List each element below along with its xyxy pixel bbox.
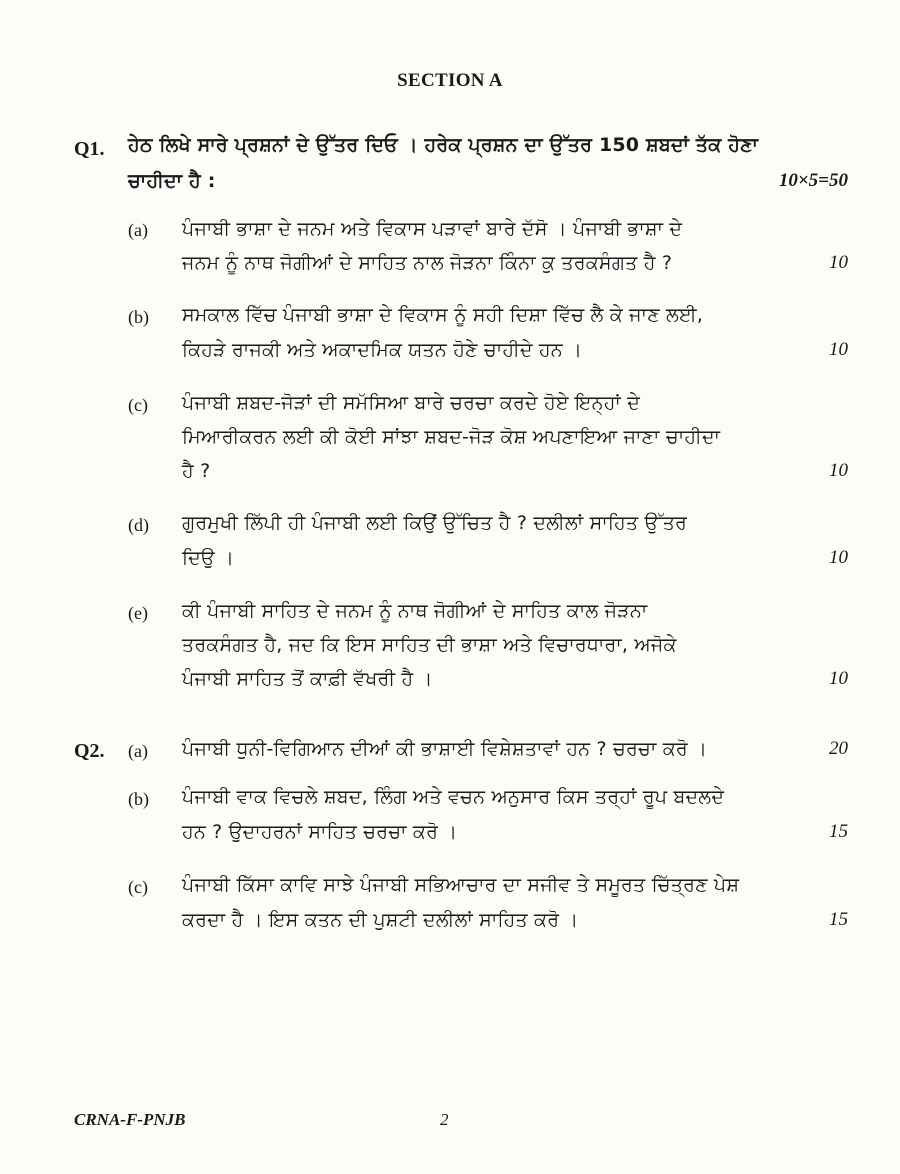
q1-d-marks: 10 — [829, 547, 848, 568]
q1-a-line-1: ਪੰਜਾਬੀ ਭਾਸ਼ਾ ਦੇ ਜਨਮ ਅਤੇ ਵਿਕਾਸ ਪੜਾਵਾਂ ਬਾਰੇ ਦੱਸੋ । ਪੰਜਾਬੀ ਭਾਸ਼ਾ ਦੇ — [182, 218, 683, 240]
q1-c-line-2: ਮਿਆਰੀਕਰਨ ਲਈ ਕੀ ਕੋਈ ਸਾਂਝਾ ਸ਼ਬਦ-ਜੋੜ ਕੋਸ਼ ਅਪਣਾਇਆ ਜਾਣਾ ਚਾਹੀਦਾ — [182, 426, 721, 448]
q1-c-line-3: ਹੈ ? — [182, 460, 211, 482]
q2-a-marks: 20 — [829, 738, 848, 759]
q1-d-line-2: ਦਿਉ । — [182, 547, 235, 569]
q2-c-label: (c) — [128, 877, 148, 897]
q2-b-marks: 15 — [829, 821, 848, 842]
q1-a-label: (a) — [128, 220, 148, 240]
section-title: SECTION A — [397, 70, 503, 91]
q1-a-line-2: ਜਨਮ ਨੂੰ ਨਾਥ ਜੋਗੀਆਂ ਦੇ ਸਾਹਿਤ ਨਾਲ ਜੋੜਨਾ ਕਿੰਨਾ ਕੁ ਤਰਕਸੰਗਤ ਹੈ ? — [182, 252, 673, 274]
q1-b-label: (b) — [128, 307, 149, 327]
q2-a-line-1: ਪੰਜਾਬੀ ਧੁਨੀ-ਵਿਗਿਆਨ ਦੀਆਂ ਕੀ ਭਾਸ਼ਾਈ ਵਿਸ਼ੇਸ਼ਤਾਵਾਂ ਹਨ ? ਚਰਚਾ ਕਰੋ । — [182, 738, 708, 760]
q1-c-label: (c) — [128, 395, 148, 415]
q2-c-line-2: ਕਰਦਾ ਹੈ । ਇਸ ਕਤਨ ਦੀ ਪੁਸ਼ਟੀ ਦਲੀਲਾਂ ਸਾਹਿਤ ਕਰੋ । — [182, 909, 579, 931]
q2-number: Q2. — [74, 740, 105, 762]
q2-c-marks: 15 — [829, 909, 848, 930]
q2-b-line-2: ਹਨ ? ਉਦਾਹਰਨਾਂ ਸਾਹਿਤ ਚਰਚਾ ਕਰੋ । — [182, 821, 458, 843]
q1-c-line-1: ਪੰਜਾਬੀ ਸ਼ਬਦ-ਜੋੜਾਂ ਦੀ ਸਮੱਸਿਆ ਬਾਰੇ ਚਰਚਾ ਕਰਦੇ ਹੋਏ ਇਨ੍ਹਾਂ ਦੇ — [182, 392, 640, 414]
q1-e-line-1: ਕੀ ਪੰਜਾਬੀ ਸਾਹਿਤ ਦੇ ਜਨਮ ਨੂੰ ਨਾਥ ਜੋਗੀਆਂ ਦੇ ਸਾਹਿਤ ਕਾਲ ਜੋੜਨਾ — [182, 600, 648, 622]
q1-e-line-2: ਤਰਕਸੰਗਤ ਹੈ, ਜਦ ਕਿ ਇਸ ਸਾਹਿਤ ਦੀ ਭਾਸ਼ਾ ਅਤੇ ਵਿਚਾਰਧਾਰਾ, ਅਜੋਕੇ — [182, 634, 677, 656]
q2-c-line-1: ਪੰਜਾਬੀ ਕਿੱਸਾ ਕਾਵਿ ਸਾਝੇ ਪੰਜਾਬੀ ਸਭਿਆਚਾਰ ਦਾ ਸਜੀਵ ਤੇ ਸਮੂਰਤ ਚਿੱਤ੍ਰਣ ਪੇਸ਼ — [182, 874, 740, 896]
q2-a-label: (a) — [128, 741, 148, 761]
q1-d-line-1: ਗੁਰਮੁਖੀ ਲਿੱਪੀ ਹੀ ਪੰਜਾਬੀ ਲਈ ਕਿਉਂ ਉੱਚਿਤ ਹੈ ? ਦਲੀਲਾਂ ਸਾਹਿਤ ਉੱਤਰ — [182, 512, 688, 534]
footer-page-number: 2 — [440, 1110, 449, 1129]
q1-number: Q1. — [74, 138, 105, 160]
q1-total-marks: 10×5=50 — [778, 170, 848, 191]
q1-e-label: (e) — [128, 603, 148, 623]
q1-c-marks: 10 — [829, 460, 848, 481]
footer-paper-code: CRNA-F-PNJB — [74, 1110, 186, 1129]
q1-e-marks: 10 — [829, 668, 848, 689]
q1-b-marks: 10 — [829, 339, 848, 360]
q2-b-label: (b) — [128, 789, 149, 809]
q1-d-label: (d) — [128, 515, 149, 535]
q1-b-line-2: ਕਿਹੜੇ ਰਾਜਕੀ ਅਤੇ ਅਕਾਦਮਿਕ ਯਤਨ ਹੋਣੇ ਚਾਹੀਦੇ ਹਨ । — [182, 339, 583, 361]
q1-a-marks: 10 — [829, 252, 848, 273]
q1-b-line-1: ਸਮਕਾਲ ਵਿੱਚ ਪੰਜਾਬੀ ਭਾਸ਼ਾ ਦੇ ਵਿਕਾਸ ਨੂੰ ਸਹੀ ਦਿਸ਼ਾ ਵਿੱਚ ਲੈ ਕੇ ਜਾਣ ਲਈ, — [182, 304, 704, 326]
q1-e-line-3: ਪੰਜਾਬੀ ਸਾਹਿਤ ਤੋਂ ਕਾਫ਼ੀ ਵੱਖਰੀ ਹੈ । — [182, 668, 433, 690]
q2-b-line-1: ਪੰਜਾਬੀ ਵਾਕ ਵਿਚਲੇ ਸ਼ਬਦ, ਲਿੰਗ ਅਤੇ ਵਚਨ ਅਨੁਸਾਰ ਕਿਸ ਤਰ੍ਹਾਂ ਰੂਪ ਬਦਲਦੇ — [182, 786, 725, 808]
q1-instruction-line-1: ਹੇਠ ਲਿਖੇ ਸਾਰੇ ਪ੍ਰਸ਼ਨਾਂ ਦੇ ਉੱਤਰ ਦਿਓ । ਹਰੇਕ ਪ੍ਰਸ਼ਨ ਦਾ ਉੱਤਰ 150 ਸ਼ਬਦਾਂ ਤੱਕ ਹੋਣਾ — [128, 134, 759, 156]
q1-instruction-line-2: ਚਾਹੀਦਾ ਹੈ : — [128, 170, 216, 192]
